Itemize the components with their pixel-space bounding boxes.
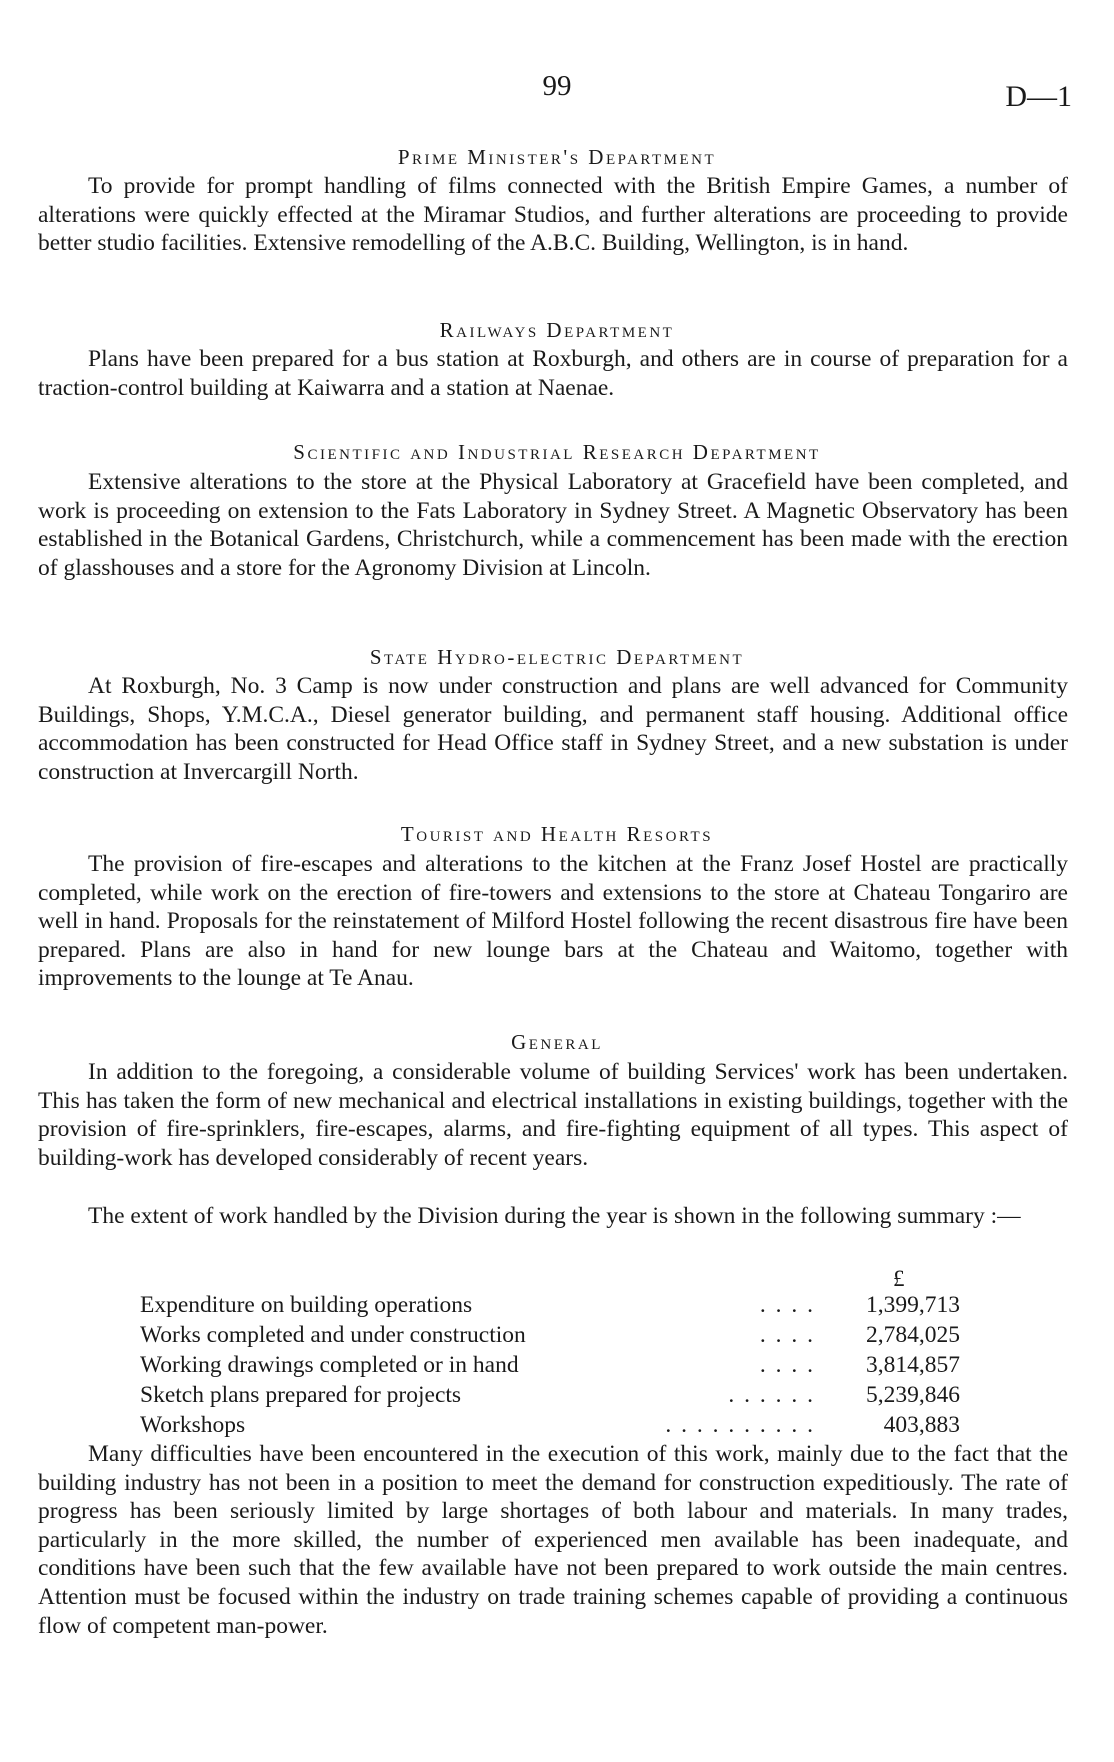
summary-row	[140, 1322, 960, 1352]
leader-dots: . . . .	[759, 1292, 815, 1318]
paragraph-railways: Plans have been prepared for a bus station at Roxburgh, and others are in course of preparation for a traction-control building at Kaiwarra and a station at Naenae.	[38, 346, 1068, 401]
paragraph-scientific-research: Extensive alterations to the store at the Physical Laboratory at Gracefield have been completed, and work is proceeding on extension to the Fats Laboratory in Sydney Street. A Magnetic Observatory has been established in the Botanical Gardens, Christchurch, while a commencement has been made with the erection of glasshouses and a store for the Agronomy Division at Lincoln.	[38, 469, 1068, 581]
summary-amount: 2,784,025	[866, 1322, 960, 1348]
summary-table	[140, 1292, 960, 1442]
summary-label: Works completed and under construction	[140, 1322, 526, 1348]
section-heading-prime-minister: Prime Minister's Department	[397, 145, 717, 169]
currency-symbol: £	[893, 1266, 905, 1291]
summary-row	[140, 1412, 960, 1442]
summary-label: Expenditure on building operations	[140, 1292, 473, 1318]
paragraph-difficulties: Many difficulties have been encountered in the execution of this work, mainly due to the fact that the building industry has not been in a position to meet the demand for construction expeditiously. The rate of progress has been seriously limited by large shortages of both labour and materials. In many trades, particularly in the more skilled, the number of experienced men available has been inadequate, and conditions have been such that the few available have not been prepared to work outside the main centres. Attention must be focused within the industry on trade training schemes capable of providing a continuous flow of competent man-power.	[38, 1441, 1068, 1639]
paragraph-hydro-electric: At Roxburgh, No. 3 Camp is now under construction and plans are well advanced for Community Buildings, Shops, Y.M.C.A., Diesel generator building, and permanent staff housing. Additional office accommodation has been constructed for Head Office staff in Sydney Street, and a new substation is under construction at Invercargill North.	[38, 673, 1068, 785]
summary-amount: 3,814,857	[866, 1352, 960, 1378]
summary-row	[140, 1352, 960, 1382]
summary-row	[140, 1382, 960, 1412]
paragraph-prime-minister: To provide for prompt handling of films connected with the British Empire Games, a number of alterations were quickly effected at the Miramar Studios, and further alterations are proceeding to provide better studio facilities. Extensive remodelling of the A.B.C. Building, Wellington, is in hand.	[38, 173, 1068, 257]
leader-dots: . . . . . . . . . .	[665, 1412, 815, 1438]
summary-amount: 403,883	[883, 1412, 960, 1438]
section-heading-general: General	[511, 1030, 603, 1054]
summary-label: Working drawings completed or in hand	[140, 1352, 519, 1378]
section-heading-hydro-electric: State Hydro-electric Department	[369, 645, 745, 669]
summary-row	[140, 1292, 960, 1322]
section-heading-scientific-research: Scientific and Industrial Research Department	[293, 440, 821, 464]
summary-label: Workshops	[140, 1412, 246, 1438]
document-reference: D—1	[1005, 80, 1072, 113]
section-heading-tourist-health: Tourist and Health Resorts	[400, 822, 714, 846]
leader-dots: . . . .	[759, 1352, 815, 1378]
paragraph-general-2: The extent of work handled by the Division during the year is shown in the following summary :—	[88, 1203, 1021, 1229]
section-heading-railways: Railways Department	[439, 318, 675, 342]
paragraph-general-1: In addition to the foregoing, a considerable volume of building Services' work has been undertaken. This has taken the form of new mechanical and electrical installations in existing buildings, together with the provision of fire-sprinklers, fire-escapes, alarms, and fire-fighting equipment of all types. This aspect of building-work has developed considerably of recent years.	[38, 1059, 1068, 1171]
leader-dots: . . . . . .	[728, 1382, 815, 1408]
summary-label: Sketch plans prepared for projects	[140, 1382, 462, 1408]
page-number: 99	[542, 70, 572, 102]
paragraph-tourist-health: The provision of fire-escapes and alterations to the kitchen at the Franz Josef Hostel are practically completed, while work on the erection of fire-towers and extensions to the store at Chateau Tongariro are well in hand. Proposals for the reinstatement of Milford Hostel following the recent disastrous fire have been prepared. Plans are also in hand for new lounge bars at the Chateau and Waitomo, together with improvements to the lounge at Te Anau.	[38, 851, 1068, 992]
leader-dots: . . . .	[759, 1322, 815, 1348]
summary-amount: 1,399,713	[866, 1292, 960, 1318]
summary-amount: 5,239,846	[866, 1382, 960, 1408]
